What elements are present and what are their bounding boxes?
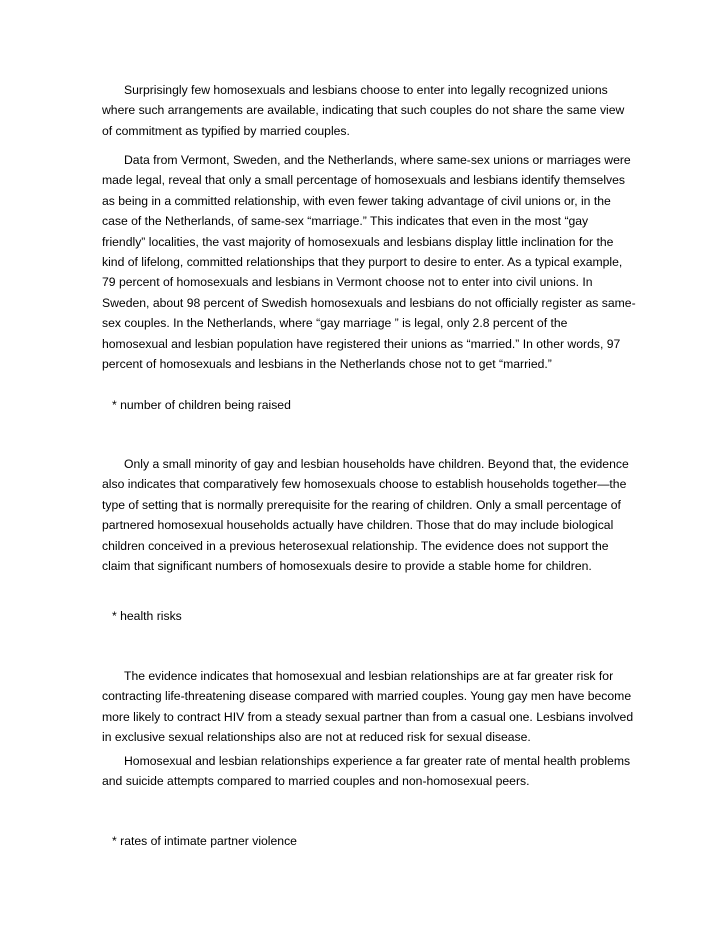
text-line: Homosexual and lesbian relationships experience a far greater rate of mental health problems xyxy=(124,754,631,768)
text-line: sex couples. In the Netherlands, where “gay marriage ” is legal, only 2.8 percent of the xyxy=(102,316,568,331)
text-line: more likely to contract HIV from a steady sexual partner than from a casual one. Lesbians involved xyxy=(102,709,634,724)
text-line: type of setting that is normally prerequisite for the rearing of children. Only a small percentage of xyxy=(102,497,621,512)
bullet-partner-violence: * rates of intimate partner violence xyxy=(112,834,297,848)
text-line: homosexual and lesbian population have registered their unions as “married.” In other words, 97 xyxy=(102,336,621,351)
paragraph-mental-health xyxy=(102,751,631,792)
text-line: percent of homosexuals and lesbians in the Netherlands chose not to get “married.” xyxy=(102,357,552,372)
text-line: kind of lifelong, committed relationships that they purport to desire to enter. As a typical example, xyxy=(102,255,623,270)
text-line: also indicates that comparatively few homosexuals choose to establish households together—the xyxy=(102,477,627,492)
text-line: Sweden, about 98 percent of Swedish homosexuals and lesbians do not officially register as same- xyxy=(102,295,636,310)
text-line: Only a small minority of gay and lesbian households have children. Beyond that, the evidence xyxy=(124,457,629,471)
text-line: children conceived in a previous heterosexual relationship. The evidence does not support the xyxy=(102,538,609,553)
bullet-health-risks: * health risks xyxy=(112,609,182,623)
text-line: Surprisingly few homosexuals and lesbians choose to enter into legally recognized unions xyxy=(124,83,608,97)
paragraph-health-risks xyxy=(102,666,634,748)
text-line: in exclusive sexual relationships also are not at reduced risk for sexual disease. xyxy=(102,730,531,745)
text-line: as being in a committed relationship, with even fewer taking advantage of civil unions or, in the xyxy=(102,193,611,208)
text-line: 79 percent of homosexuals and lesbians in Vermont choose not to enter into civil unions. In xyxy=(102,275,593,290)
paragraph-unions xyxy=(102,80,628,141)
text-line: case of the Netherlands, of same-sex “marriage.” This indicates that even in the most “gay xyxy=(102,214,589,229)
text-line: The evidence indicates that homosexual and lesbian relationships are at far greater risk for xyxy=(124,669,614,683)
text-line: contracting life-threatening disease compared with married couples. Young gay men have become xyxy=(102,689,632,704)
text-line: friendly” localities, the vast majority of homosexuals and lesbians display little inclination for the xyxy=(102,234,614,249)
bullet-children: * number of children being raised xyxy=(112,398,291,412)
text-line: made legal, reveal that only a small percentage of homosexuals and lesbians identify themselves xyxy=(102,173,626,188)
paragraph-data-vermont-sweden-netherlands xyxy=(102,150,636,374)
text-line: partnered homosexual households actually have children. Those that do may include biological xyxy=(102,518,614,533)
text-line: and suicide attempts compared to married couples and non-homosexual peers. xyxy=(102,774,530,789)
text-line: claim that significant numbers of homosexuals desire to provide a stable home for children. xyxy=(102,559,592,574)
text-line: where such arrangements are available, indicating that such couples do not share the same view xyxy=(102,103,625,118)
text-line: of commitment as typified by married couples. xyxy=(102,123,350,138)
paragraph-children xyxy=(102,454,628,576)
text-line: Data from Vermont, Sweden, and the Netherlands, where same-sex unions or marriages were xyxy=(124,153,631,167)
